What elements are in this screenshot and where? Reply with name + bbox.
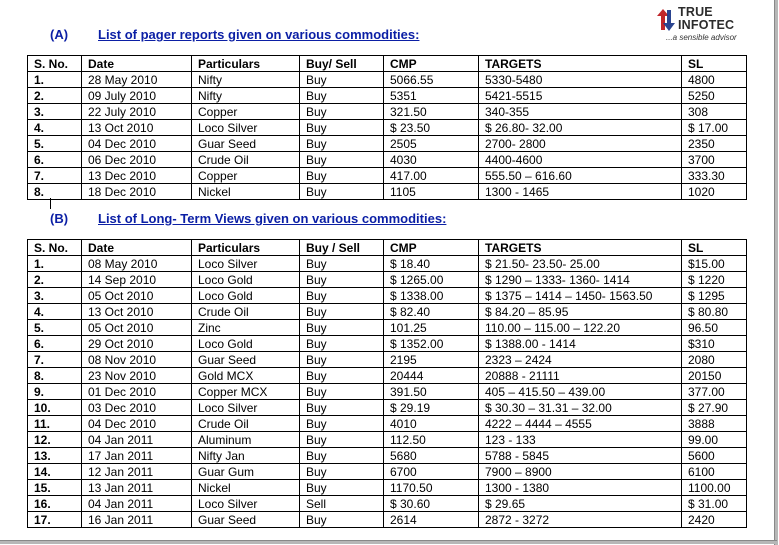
cell-targets: 4222 – 4444 – 4555 [479,416,682,432]
cell-s-no: 10. [28,400,82,416]
cell-targets: $ 29.65 [479,496,682,512]
table-row [28,104,747,120]
cell-particulars: Nickel [192,184,300,200]
cell-particulars: Loco Gold [192,272,300,288]
cell-s-no: 8. [28,184,82,200]
cell-buy-sell: Buy [300,464,384,480]
cell-buy-sell: Buy [300,480,384,496]
cell-sl: 4800 [682,72,747,88]
table-row [28,352,747,368]
cell-date: 01 Dec 2010 [82,384,192,400]
cell-buy-sell: Buy [300,336,384,352]
cell-sl: 96.50 [682,320,747,336]
section-a-title[interactable]: List of pager reports given on various commodities: [98,27,420,42]
column-header-cmp: CMP [384,240,479,256]
column-header-buy-sell: Buy / Sell [300,240,384,256]
cell-date: 13 Dec 2010 [82,168,192,184]
cell-buy-sell: Buy [300,320,384,336]
cell-date: 18 Dec 2010 [82,184,192,200]
column-header-s-no: S. No. [28,240,82,256]
cell-s-no: 8. [28,368,82,384]
cell-buy-sell: Buy [300,272,384,288]
cell-targets: 7900 – 8900 [479,464,682,480]
cell-targets: 5421-5515 [479,88,682,104]
cell-sl: 6100 [682,464,747,480]
cell-buy-sell: Buy [300,400,384,416]
cell-cmp: $ 18.40 [384,256,479,272]
cell-sl: 5250 [682,88,747,104]
cell-sl: 1020 [682,184,747,200]
cell-buy-sell: Buy [300,288,384,304]
cell-sl: 1100.00 [682,480,747,496]
cell-buy-sell: Buy [300,352,384,368]
true-infotec-logo [656,6,774,44]
cell-sl: 5600 [682,448,747,464]
cell-targets: $ 1290 – 1333- 1360- 1414 [479,272,682,288]
cell-targets: $ 1388.00 - 1414 [479,336,682,352]
cell-sl: $ 1220 [682,272,747,288]
cell-buy-sell: Buy [300,136,384,152]
cell-particulars: Guar Seed [192,352,300,368]
cell-particulars: Nifty [192,72,300,88]
cell-cmp: 6700 [384,464,479,480]
table-row [28,272,747,288]
table-row [28,496,747,512]
section-b-title[interactable]: List of Long- Term Views given on various commodities: [98,211,447,226]
logo-line-2: INFOTEC [678,18,735,32]
column-header-targets: TARGETS [479,56,682,72]
cell-cmp: $ 1338.00 [384,288,479,304]
cell-targets: 20888 - 21111 [479,368,682,384]
cell-sl: $ 31.00 [682,496,747,512]
cell-buy-sell: Buy [300,152,384,168]
column-header-particulars: Particulars [192,240,300,256]
cell-particulars: Zinc [192,320,300,336]
column-header-date: Date [82,240,192,256]
table-row [28,432,747,448]
table-row [28,368,747,384]
column-header-particulars: Particulars [192,56,300,72]
section-b-heading [50,211,446,226]
table-header-row [28,240,747,256]
cell-buy-sell: Buy [300,256,384,272]
cell-sl: 20150 [682,368,747,384]
cell-s-no: 3. [28,288,82,304]
table-row [28,152,747,168]
cell-s-no: 13. [28,448,82,464]
cell-sl: $310 [682,336,747,352]
cell-date: 04 Jan 2011 [82,432,192,448]
table-row [28,88,747,104]
cell-targets: $ 30.30 – 31.31 – 32.00 [479,400,682,416]
cell-sl: 308 [682,104,747,120]
cell-cmp: $ 30.60 [384,496,479,512]
cell-date: 29 Oct 2010 [82,336,192,352]
section-a-label: (A) [50,27,69,42]
cell-cmp: 321.50 [384,104,479,120]
text-cursor [50,198,51,209]
cell-particulars: Loco Silver [192,400,300,416]
cell-particulars: Loco Gold [192,288,300,304]
cell-s-no: 2. [28,272,82,288]
cell-cmp: 4030 [384,152,479,168]
cell-buy-sell: Buy [300,304,384,320]
cell-particulars: Copper [192,104,300,120]
table-row [28,480,747,496]
column-header-sl: SL [682,56,747,72]
long-term-views-table [27,239,747,528]
logo-line-1: TRUE [678,5,713,19]
table-row [28,512,747,528]
cell-buy-sell: Buy [300,432,384,448]
cell-cmp: 2614 [384,512,479,528]
table-row [28,168,747,184]
cell-s-no: 5. [28,320,82,336]
cell-targets: 2700- 2800 [479,136,682,152]
cell-s-no: 1. [28,72,82,88]
cell-particulars: Loco Silver [192,120,300,136]
cell-buy-sell: Buy [300,384,384,400]
cell-date: 08 Nov 2010 [82,352,192,368]
cell-date: 23 Nov 2010 [82,368,192,384]
cell-s-no: 12. [28,432,82,448]
cell-particulars: Nifty Jan [192,448,300,464]
cell-s-no: 15. [28,480,82,496]
cell-sl: $ 17.00 [682,120,747,136]
cell-buy-sell: Buy [300,184,384,200]
cell-sl: 333.30 [682,168,747,184]
window-border-bottom [0,540,777,544]
cell-targets: 4400-4600 [479,152,682,168]
cell-s-no: 1. [28,256,82,272]
cell-sl: 2350 [682,136,747,152]
cell-sl: 3700 [682,152,747,168]
table-row [28,120,747,136]
cell-buy-sell: Buy [300,72,384,88]
cell-s-no: 3. [28,104,82,120]
cell-cmp: 2505 [384,136,479,152]
cell-particulars: Crude Oil [192,416,300,432]
cell-cmp: 2195 [384,352,479,368]
cell-buy-sell: Sell [300,496,384,512]
cell-s-no: 7. [28,168,82,184]
cell-targets: $ 84.20 – 85.95 [479,304,682,320]
cell-sl: 99.00 [682,432,747,448]
cell-buy-sell: Buy [300,512,384,528]
cell-date: 17 Jan 2011 [82,448,192,464]
cell-targets: 1300 - 1380 [479,480,682,496]
cell-targets: $ 21.50- 23.50- 25.00 [479,256,682,272]
cell-date: 28 May 2010 [82,72,192,88]
cell-s-no: 9. [28,384,82,400]
cell-sl: 3888 [682,416,747,432]
cell-targets: 1300 - 1465 [479,184,682,200]
table-row [28,288,747,304]
cell-targets: 110.00 – 115.00 – 122.20 [479,320,682,336]
cell-date: 06 Dec 2010 [82,152,192,168]
cell-cmp: 417.00 [384,168,479,184]
cell-targets: 405 – 415.50 – 439.00 [479,384,682,400]
cell-sl: $ 1295 [682,288,747,304]
cell-targets: 123 - 133 [479,432,682,448]
cell-s-no: 16. [28,496,82,512]
cell-date: 04 Jan 2011 [82,496,192,512]
cell-particulars: Loco Silver [192,496,300,512]
cell-particulars: Nifty [192,88,300,104]
table-row [28,136,747,152]
cell-date: 14 Sep 2010 [82,272,192,288]
cell-cmp: 101.25 [384,320,479,336]
logo-tagline: ...a sensible advisor [666,33,737,42]
cell-particulars: Gold MCX [192,368,300,384]
table-row [28,184,747,200]
cell-s-no: 7. [28,352,82,368]
pager-reports-table [27,55,747,200]
table-row [28,304,747,320]
cell-particulars: Copper [192,168,300,184]
section-b-label: (B) [50,211,69,226]
column-header-sl: SL [682,240,747,256]
cell-s-no: 6. [28,336,82,352]
cell-date: 03 Dec 2010 [82,400,192,416]
column-header-cmp: CMP [384,56,479,72]
table-row [28,72,747,88]
cell-s-no: 17. [28,512,82,528]
cell-cmp: $ 1265.00 [384,272,479,288]
cell-sl: $15.00 [682,256,747,272]
cell-cmp: $ 82.40 [384,304,479,320]
cell-targets: 2872 - 3272 [479,512,682,528]
cell-s-no: 5. [28,136,82,152]
cell-cmp: 5351 [384,88,479,104]
cell-particulars: Aluminum [192,432,300,448]
cell-date: 04 Dec 2010 [82,416,192,432]
cell-cmp: 112.50 [384,432,479,448]
cell-cmp: $ 29.19 [384,400,479,416]
cell-date: 05 Oct 2010 [82,288,192,304]
cell-cmp: 4010 [384,416,479,432]
cell-targets: $ 26.80- 32.00 [479,120,682,136]
cell-particulars: Guar Seed [192,512,300,528]
cell-targets: 5330-5480 [479,72,682,88]
cell-targets: 5788 - 5845 [479,448,682,464]
cell-particulars: Loco Silver [192,256,300,272]
cell-particulars: Crude Oil [192,152,300,168]
cell-particulars: Guar Seed [192,136,300,152]
table-header-row [28,56,747,72]
cell-date: 04 Dec 2010 [82,136,192,152]
cell-targets: 2323 – 2424 [479,352,682,368]
cell-sl: $ 80.80 [682,304,747,320]
cell-particulars: Guar Gum [192,464,300,480]
cell-s-no: 4. [28,120,82,136]
table-row [28,464,747,480]
cell-buy-sell: Buy [300,104,384,120]
table-row [28,336,747,352]
cell-sl: $ 27.90 [682,400,747,416]
cell-targets: 555.50 – 616.60 [479,168,682,184]
cell-buy-sell: Buy [300,368,384,384]
cell-buy-sell: Buy [300,168,384,184]
table-row [28,320,747,336]
cell-date: 12 Jan 2011 [82,464,192,480]
cell-date: 13 Jan 2011 [82,480,192,496]
cell-particulars: Nickel [192,480,300,496]
cell-buy-sell: Buy [300,416,384,432]
cell-s-no: 6. [28,152,82,168]
table-row [28,384,747,400]
cell-targets: $ 1375 – 1414 – 1450- 1563.50 [479,288,682,304]
cell-buy-sell: Buy [300,120,384,136]
cell-date: 13 Oct 2010 [82,304,192,320]
cell-date: 22 July 2010 [82,104,192,120]
cell-date: 16 Jan 2011 [82,512,192,528]
cell-buy-sell: Buy [300,448,384,464]
cell-date: 08 May 2010 [82,256,192,272]
cell-cmp: 5066.55 [384,72,479,88]
cell-buy-sell: Buy [300,88,384,104]
section-a-heading [50,27,419,42]
cell-sl: 2080 [682,352,747,368]
column-header-targets: TARGETS [479,240,682,256]
column-header-buy-sell: Buy/ Sell [300,56,384,72]
cell-cmp: 391.50 [384,384,479,400]
table-row [28,416,747,432]
table-row [28,256,747,272]
cell-cmp: 20444 [384,368,479,384]
cell-date: 05 Oct 2010 [82,320,192,336]
cell-s-no: 2. [28,88,82,104]
table-row [28,448,747,464]
cell-sl: 377.00 [682,384,747,400]
cell-particulars: Loco Gold [192,336,300,352]
window-border-right [774,0,778,545]
cell-particulars: Crude Oil [192,304,300,320]
cell-s-no: 11. [28,416,82,432]
cell-sl: 2420 [682,512,747,528]
cell-particulars: Copper MCX [192,384,300,400]
cell-cmp: 5680 [384,448,479,464]
cell-cmp: 1105 [384,184,479,200]
cell-date: 13 Oct 2010 [82,120,192,136]
cell-cmp: $ 1352.00 [384,336,479,352]
cell-cmp: $ 23.50 [384,120,479,136]
cell-cmp: 1170.50 [384,480,479,496]
table-row [28,400,747,416]
cell-s-no: 14. [28,464,82,480]
cell-targets: 340-355 [479,104,682,120]
column-header-s-no: S. No. [28,56,82,72]
logo-arrows-icon [656,8,676,32]
column-header-date: Date [82,56,192,72]
cell-date: 09 July 2010 [82,88,192,104]
cell-s-no: 4. [28,304,82,320]
